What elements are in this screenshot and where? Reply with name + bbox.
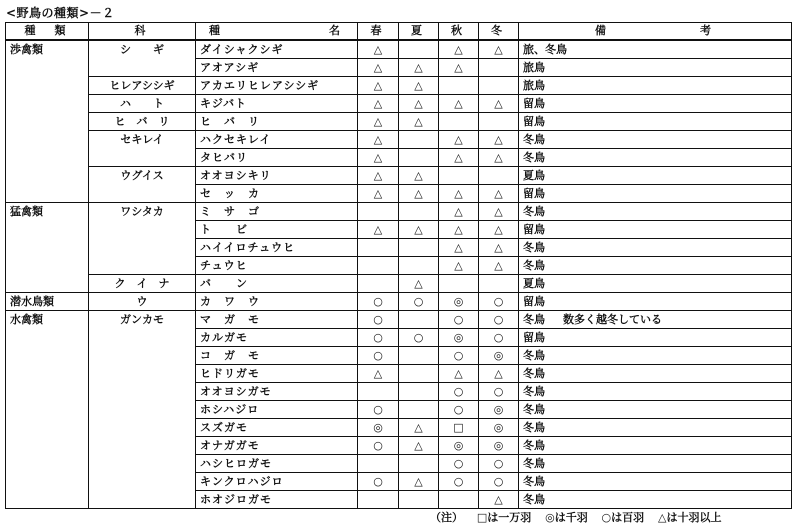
remarks-status: 冬鳥 bbox=[523, 205, 545, 218]
winter-mark bbox=[479, 59, 519, 77]
legend-item: ◎は千羽 bbox=[545, 511, 588, 524]
remarks-cell bbox=[519, 347, 792, 365]
spring-mark: △ bbox=[358, 59, 399, 77]
legend-prefix: （注） bbox=[430, 511, 463, 524]
species-cell: カ ワ ウ bbox=[196, 293, 358, 311]
header-autumn: 秋 bbox=[439, 23, 479, 41]
summer-mark: ○ bbox=[399, 329, 439, 347]
autumn-mark: □ bbox=[439, 419, 479, 437]
summer-mark bbox=[399, 257, 439, 275]
autumn-mark: △ bbox=[439, 239, 479, 257]
remarks-cell bbox=[519, 401, 792, 419]
header-category: 種 類 bbox=[6, 23, 89, 41]
remarks-status: 冬鳥 bbox=[523, 457, 545, 470]
spring-mark: ○ bbox=[358, 293, 399, 311]
table-row bbox=[6, 203, 792, 221]
remarks-status: 冬鳥 bbox=[523, 403, 545, 416]
species-cell: キジバト bbox=[196, 95, 358, 113]
spring-mark: ○ bbox=[358, 329, 399, 347]
spring-mark: △ bbox=[358, 131, 399, 149]
species-cell: ヒ バ リ bbox=[196, 113, 358, 131]
family-cell: ク イ ナ bbox=[89, 275, 196, 293]
table-row bbox=[6, 113, 792, 131]
remarks-status: 冬鳥 bbox=[523, 349, 545, 362]
spring-mark: △ bbox=[358, 167, 399, 185]
autumn-mark bbox=[439, 491, 479, 509]
header-winter: 冬 bbox=[479, 23, 519, 41]
winter-mark bbox=[479, 275, 519, 293]
spring-mark: △ bbox=[358, 149, 399, 167]
autumn-mark bbox=[439, 77, 479, 95]
remarks-extra: 数多く越冬している bbox=[563, 313, 662, 326]
spring-mark: △ bbox=[358, 365, 399, 383]
legend-item: △は十羽以上 bbox=[658, 511, 722, 524]
table-body bbox=[6, 40, 792, 509]
autumn-mark: △ bbox=[439, 59, 479, 77]
summer-mark bbox=[399, 149, 439, 167]
species-cell: カルガモ bbox=[196, 329, 358, 347]
species-cell: アオアシギ bbox=[196, 59, 358, 77]
autumn-mark: △ bbox=[439, 221, 479, 239]
family-cell: ワシタカ bbox=[89, 203, 196, 275]
summer-mark: △ bbox=[399, 419, 439, 437]
spring-mark: ◎ bbox=[358, 419, 399, 437]
species-cell: ヒドリガモ bbox=[196, 365, 358, 383]
header-family: 科 bbox=[89, 23, 196, 41]
remarks-status: 旅鳥 bbox=[523, 79, 545, 92]
header-species: 種 名 bbox=[196, 23, 358, 41]
species-cell: ホシハジロ bbox=[196, 401, 358, 419]
remarks-status: 旅、冬鳥 bbox=[523, 43, 567, 56]
autumn-mark: △ bbox=[439, 131, 479, 149]
winter-mark: △ bbox=[479, 40, 519, 59]
remarks-cell bbox=[519, 293, 792, 311]
table-row bbox=[6, 293, 792, 311]
remarks-status: 冬鳥 bbox=[523, 151, 545, 164]
bird-species-table bbox=[5, 22, 792, 509]
winter-mark: ◎ bbox=[479, 347, 519, 365]
species-cell: アカエリヒレアシシギ bbox=[196, 77, 358, 95]
table-row bbox=[6, 167, 792, 185]
species-cell: ミ サ ゴ bbox=[196, 203, 358, 221]
autumn-mark: ○ bbox=[439, 401, 479, 419]
category-cell: 潜水鳥類 bbox=[6, 293, 89, 311]
winter-mark bbox=[479, 167, 519, 185]
winter-mark: △ bbox=[479, 185, 519, 203]
remarks-status: 留鳥 bbox=[523, 187, 545, 200]
remarks-cell bbox=[519, 113, 792, 131]
category-cell: 渉禽類 bbox=[6, 40, 89, 203]
summer-mark bbox=[399, 131, 439, 149]
remarks-cell bbox=[519, 77, 792, 95]
spring-mark bbox=[358, 491, 399, 509]
spring-mark bbox=[358, 203, 399, 221]
autumn-mark: △ bbox=[439, 365, 479, 383]
summer-mark: △ bbox=[399, 59, 439, 77]
winter-mark: ○ bbox=[479, 473, 519, 491]
autumn-mark: ○ bbox=[439, 383, 479, 401]
spring-mark bbox=[358, 383, 399, 401]
remarks-cell bbox=[519, 185, 792, 203]
category-cell: 猛禽類 bbox=[6, 203, 89, 293]
autumn-mark: △ bbox=[439, 257, 479, 275]
winter-mark: ○ bbox=[479, 455, 519, 473]
remarks-cell bbox=[519, 437, 792, 455]
legend bbox=[430, 509, 731, 525]
remarks-status: 留鳥 bbox=[523, 223, 545, 236]
remarks-cell bbox=[519, 329, 792, 347]
autumn-mark: △ bbox=[439, 185, 479, 203]
species-cell: タヒバリ bbox=[196, 149, 358, 167]
remarks-cell bbox=[519, 419, 792, 437]
winter-mark: ○ bbox=[479, 383, 519, 401]
summer-mark: △ bbox=[399, 185, 439, 203]
remarks-status: 冬鳥 bbox=[523, 493, 545, 506]
winter-mark: ◎ bbox=[479, 419, 519, 437]
spring-mark: ○ bbox=[358, 347, 399, 365]
remarks-cell bbox=[519, 491, 792, 509]
species-cell: バ ン bbox=[196, 275, 358, 293]
spring-mark: △ bbox=[358, 185, 399, 203]
spring-mark: △ bbox=[358, 40, 399, 59]
table-row bbox=[6, 95, 792, 113]
remarks-cell bbox=[519, 203, 792, 221]
family-cell: ガンカモ bbox=[89, 311, 196, 509]
family-cell: ハ ト bbox=[89, 95, 196, 113]
spring-mark: △ bbox=[358, 113, 399, 131]
species-cell: セ ッ カ bbox=[196, 185, 358, 203]
remarks-status: 冬鳥 bbox=[523, 133, 545, 146]
autumn-mark bbox=[439, 167, 479, 185]
species-cell: ト ビ bbox=[196, 221, 358, 239]
spring-mark: ○ bbox=[358, 401, 399, 419]
remarks-cell bbox=[519, 131, 792, 149]
spring-mark: ○ bbox=[358, 473, 399, 491]
remarks-cell bbox=[519, 455, 792, 473]
spring-mark: △ bbox=[358, 221, 399, 239]
remarks-status: 夏鳥 bbox=[523, 277, 545, 290]
species-cell: ダイシャクシギ bbox=[196, 40, 358, 59]
autumn-mark: ○ bbox=[439, 473, 479, 491]
summer-mark bbox=[399, 347, 439, 365]
summer-mark bbox=[399, 40, 439, 59]
summer-mark: △ bbox=[399, 275, 439, 293]
spring-mark bbox=[358, 275, 399, 293]
summer-mark bbox=[399, 365, 439, 383]
family-cell: ヒ バ リ bbox=[89, 113, 196, 131]
summer-mark: △ bbox=[399, 221, 439, 239]
species-cell: ハイイロチュウヒ bbox=[196, 239, 358, 257]
species-cell: チュウヒ bbox=[196, 257, 358, 275]
species-cell: マ ガ モ bbox=[196, 311, 358, 329]
category-cell: 水禽類 bbox=[6, 311, 89, 509]
remarks-status: 冬鳥 bbox=[523, 313, 545, 326]
remarks-cell bbox=[519, 95, 792, 113]
remarks-status: 冬鳥 bbox=[523, 421, 545, 434]
summer-mark bbox=[399, 383, 439, 401]
remarks-status: 留鳥 bbox=[523, 331, 545, 344]
species-cell: ハクセキレイ bbox=[196, 131, 358, 149]
summer-mark bbox=[399, 491, 439, 509]
legend-item: □は一万羽 bbox=[476, 511, 532, 524]
summer-mark: △ bbox=[399, 167, 439, 185]
autumn-mark bbox=[439, 275, 479, 293]
winter-mark: △ bbox=[479, 239, 519, 257]
table-row bbox=[6, 40, 792, 59]
remarks-cell bbox=[519, 383, 792, 401]
winter-mark: △ bbox=[479, 365, 519, 383]
species-cell: コ ガ モ bbox=[196, 347, 358, 365]
summer-mark: △ bbox=[399, 113, 439, 131]
spring-mark: ○ bbox=[358, 437, 399, 455]
species-cell: ハシヒロガモ bbox=[196, 455, 358, 473]
remarks-status: 旅鳥 bbox=[523, 61, 545, 74]
species-cell: キンクロハジロ bbox=[196, 473, 358, 491]
summer-mark: △ bbox=[399, 77, 439, 95]
spring-mark: ○ bbox=[358, 311, 399, 329]
species-cell: オナガガモ bbox=[196, 437, 358, 455]
remarks-status: 冬鳥 bbox=[523, 439, 545, 452]
winter-mark: △ bbox=[479, 131, 519, 149]
autumn-mark: ○ bbox=[439, 455, 479, 473]
remarks-status: 冬鳥 bbox=[523, 367, 545, 380]
spring-mark: △ bbox=[358, 95, 399, 113]
header-spring: 春 bbox=[358, 23, 399, 41]
remarks-status: 留鳥 bbox=[523, 115, 545, 128]
summer-mark: △ bbox=[399, 437, 439, 455]
spring-mark: △ bbox=[358, 77, 399, 95]
winter-mark: ○ bbox=[479, 329, 519, 347]
family-cell: セキレイ bbox=[89, 131, 196, 167]
remarks-status: 冬鳥 bbox=[523, 475, 545, 488]
remarks-status: 冬鳥 bbox=[523, 385, 545, 398]
winter-mark bbox=[479, 77, 519, 95]
header-summer: 夏 bbox=[399, 23, 439, 41]
winter-mark: ○ bbox=[479, 311, 519, 329]
table-row bbox=[6, 77, 792, 95]
species-cell: スズガモ bbox=[196, 419, 358, 437]
legend-item: ○は百羽 bbox=[601, 511, 645, 524]
winter-mark: △ bbox=[479, 257, 519, 275]
family-cell: ウグイス bbox=[89, 167, 196, 203]
table-row bbox=[6, 311, 792, 329]
summer-mark bbox=[399, 455, 439, 473]
remarks-cell bbox=[519, 59, 792, 77]
remarks-cell bbox=[519, 239, 792, 257]
winter-mark: △ bbox=[479, 203, 519, 221]
autumn-mark: △ bbox=[439, 149, 479, 167]
family-cell: ヒレアシシギ bbox=[89, 77, 196, 95]
autumn-mark: ◎ bbox=[439, 329, 479, 347]
remarks-cell bbox=[519, 221, 792, 239]
autumn-mark: △ bbox=[439, 95, 479, 113]
spring-mark bbox=[358, 239, 399, 257]
autumn-mark: △ bbox=[439, 203, 479, 221]
remarks-status: 留鳥 bbox=[523, 97, 545, 110]
species-cell: オオヨシキリ bbox=[196, 167, 358, 185]
header-row bbox=[6, 23, 792, 41]
remarks-cell bbox=[519, 167, 792, 185]
summer-mark: △ bbox=[399, 95, 439, 113]
autumn-mark: △ bbox=[439, 40, 479, 59]
summer-mark bbox=[399, 401, 439, 419]
spring-mark bbox=[358, 257, 399, 275]
spring-mark bbox=[358, 455, 399, 473]
winter-mark: ○ bbox=[479, 293, 519, 311]
remarks-cell bbox=[519, 149, 792, 167]
winter-mark: △ bbox=[479, 491, 519, 509]
summer-mark bbox=[399, 239, 439, 257]
remarks-status: 夏鳥 bbox=[523, 169, 545, 182]
autumn-mark bbox=[439, 113, 479, 131]
species-cell: オオヨシガモ bbox=[196, 383, 358, 401]
autumn-mark: ◎ bbox=[439, 437, 479, 455]
remarks-cell bbox=[519, 473, 792, 491]
header-remarks: 備 考 bbox=[519, 23, 792, 41]
page-title: <野鳥の種類>－２ bbox=[6, 6, 115, 20]
remarks-cell bbox=[519, 257, 792, 275]
species-cell: ホオジロガモ bbox=[196, 491, 358, 509]
winter-mark: ◎ bbox=[479, 401, 519, 419]
winter-mark: △ bbox=[479, 149, 519, 167]
autumn-mark: ◎ bbox=[439, 293, 479, 311]
table-row bbox=[6, 131, 792, 149]
remarks-cell bbox=[519, 40, 792, 59]
autumn-mark: ○ bbox=[439, 311, 479, 329]
family-cell: ウ bbox=[89, 293, 196, 311]
summer-mark bbox=[399, 203, 439, 221]
remarks-cell bbox=[519, 311, 792, 329]
remarks-status: 冬鳥 bbox=[523, 259, 545, 272]
remarks-status: 冬鳥 bbox=[523, 241, 545, 254]
summer-mark bbox=[399, 311, 439, 329]
family-cell: シ ギ bbox=[89, 40, 196, 77]
remarks-status: 留鳥 bbox=[523, 295, 545, 308]
remarks-cell bbox=[519, 275, 792, 293]
summer-mark: ○ bbox=[399, 293, 439, 311]
winter-mark bbox=[479, 113, 519, 131]
autumn-mark: ○ bbox=[439, 347, 479, 365]
remarks-cell bbox=[519, 365, 792, 383]
table-row bbox=[6, 275, 792, 293]
summer-mark: △ bbox=[399, 473, 439, 491]
winter-mark: △ bbox=[479, 95, 519, 113]
winter-mark: ◎ bbox=[479, 437, 519, 455]
winter-mark: △ bbox=[479, 221, 519, 239]
